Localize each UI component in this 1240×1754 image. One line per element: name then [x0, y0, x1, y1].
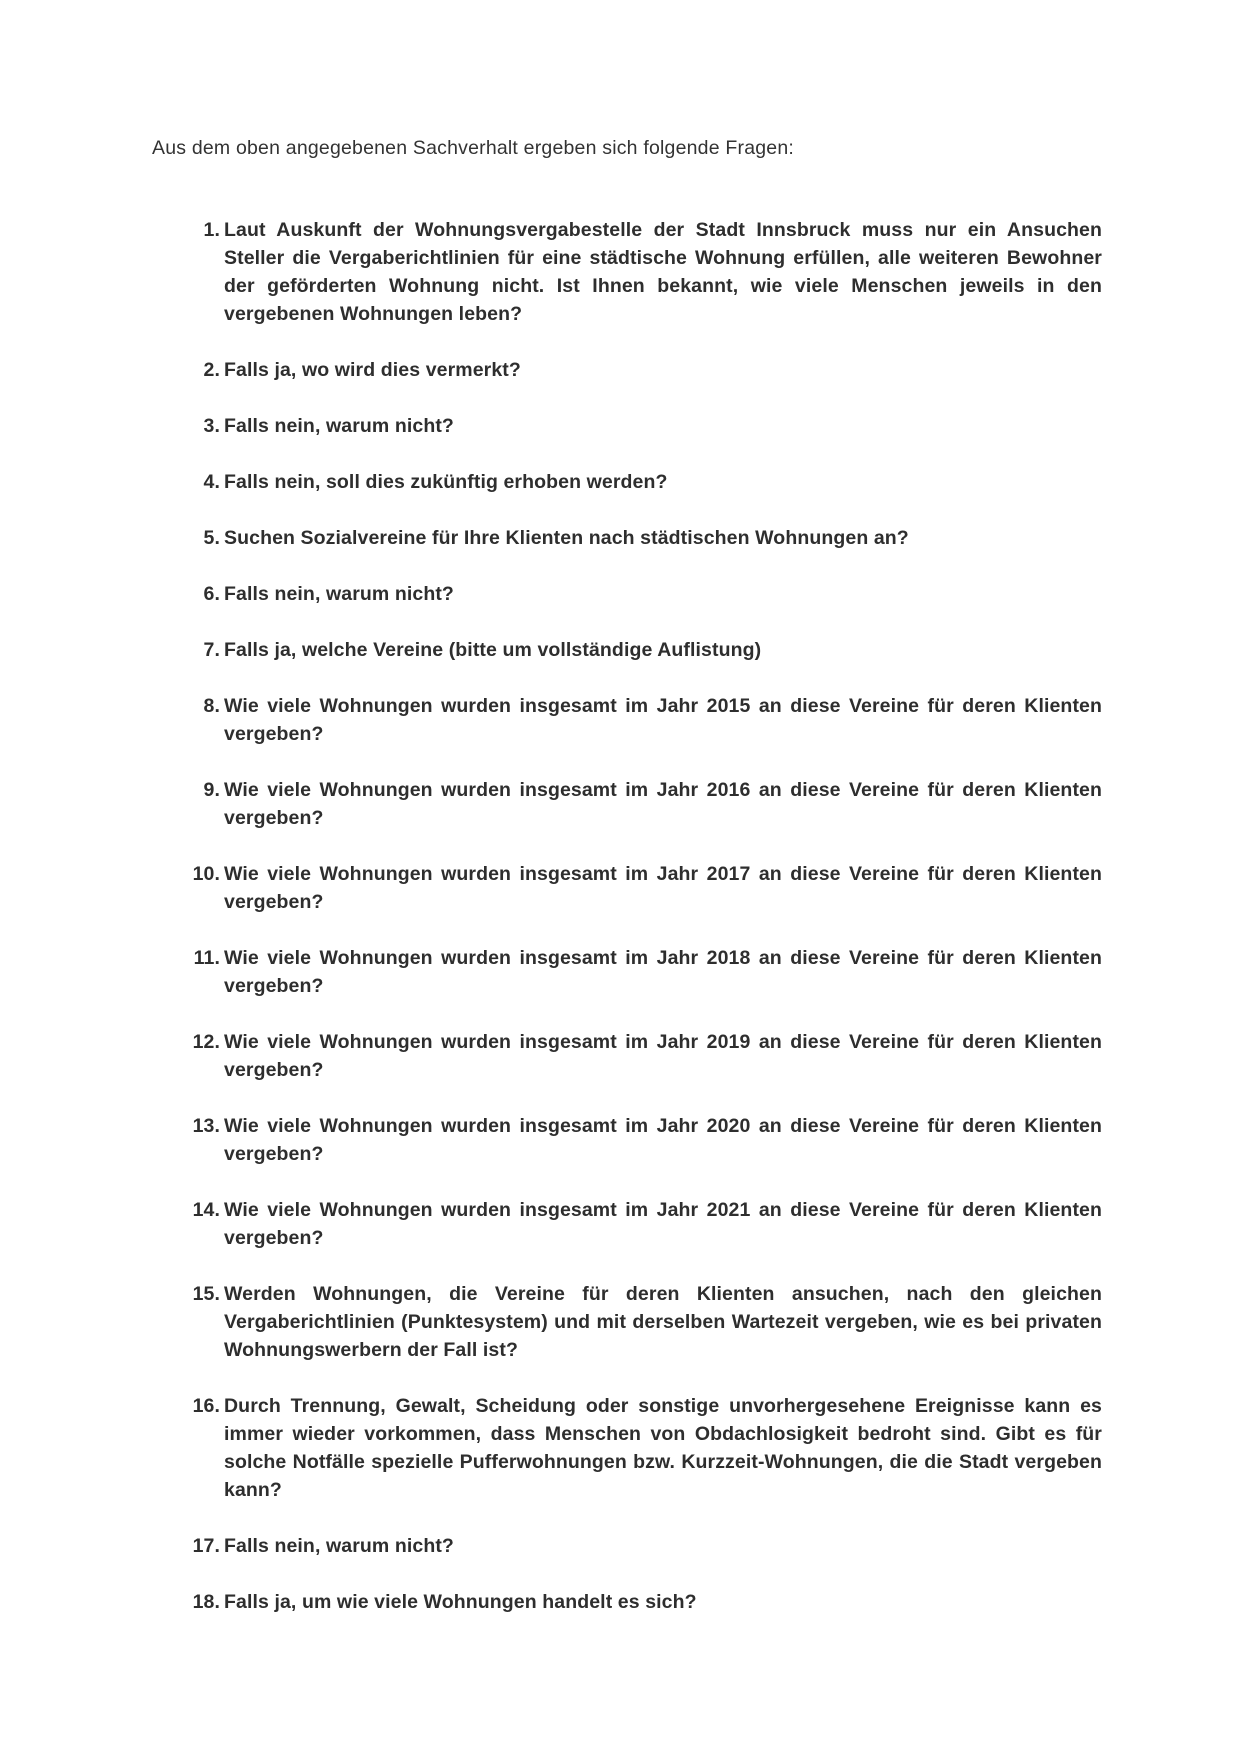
question-item	[176, 860, 1102, 916]
question-text: Werden Wohnungen, die Vereine für deren Klienten ansuchen, nach den gleichen Vergaberichtlinien (Punktesystem) und mit derselben Wartezeit vergeben, wie es bei privaten Wohnungswerbern der Fall ist?	[224, 1283, 1102, 1361]
question-number: 18.	[192, 1591, 220, 1613]
question-item	[176, 636, 1102, 664]
question-item	[176, 580, 1102, 608]
question-text: Falls nein, warum nicht?	[224, 583, 454, 605]
question-number: 13.	[192, 1115, 220, 1137]
question-item	[176, 944, 1102, 1000]
question-item	[176, 1196, 1102, 1252]
question-text: Wie viele Wohnungen wurden insgesamt im Jahr 2021 an diese Vereine für deren Klienten vergeben?	[224, 1199, 1102, 1249]
intro-text: Aus dem oben angegebenen Sachverhalt ergeben sich folgende Fragen:	[152, 137, 794, 159]
question-text: Falls ja, welche Vereine (bitte um vollständige Auflistung)	[224, 639, 762, 661]
question-number: 9.	[203, 779, 220, 801]
question-item	[176, 216, 1102, 328]
question-text: Wie viele Wohnungen wurden insgesamt im Jahr 2018 an diese Vereine für deren Klienten vergeben?	[224, 947, 1102, 997]
question-item	[176, 412, 1102, 440]
question-text: Falls nein, warum nicht?	[224, 1535, 454, 1557]
question-text: Falls ja, um wie viele Wohnungen handelt es sich?	[224, 1591, 697, 1613]
question-item	[176, 1028, 1102, 1084]
question-item	[176, 1392, 1102, 1504]
question-number: 12.	[192, 1031, 220, 1053]
question-item	[176, 1112, 1102, 1168]
question-number: 16.	[192, 1395, 220, 1417]
question-text: Laut Auskunft der Wohnungsvergabestelle der Stadt Innsbruck muss nur ein Ansuchen Steller die Vergaberichtlinien für eine städtische Wohnung erfüllen, alle weiteren Bewohner der geförderten Wohnung nicht. Ist Ihnen bekannt, wie viele Menschen jeweils in den vergebenen Wohnungen leben?	[224, 219, 1102, 325]
question-item	[176, 1588, 1102, 1616]
question-text: Wie viele Wohnungen wurden insgesamt im Jahr 2019 an diese Vereine für deren Klienten vergeben?	[224, 1031, 1102, 1081]
question-item	[176, 1280, 1102, 1364]
question-number: 1.	[203, 219, 220, 241]
question-number: 7.	[203, 639, 220, 661]
question-item	[176, 692, 1102, 748]
question-text: Wie viele Wohnungen wurden insgesamt im Jahr 2015 an diese Vereine für deren Klienten vergeben?	[224, 695, 1102, 745]
question-item	[176, 468, 1102, 496]
question-text: Wie viele Wohnungen wurden insgesamt im Jahr 2020 an diese Vereine für deren Klienten vergeben?	[224, 1115, 1102, 1165]
question-number: 15.	[192, 1283, 220, 1305]
question-number: 4.	[203, 471, 220, 493]
question-text: Falls nein, soll dies zukünftig erhoben werden?	[224, 471, 668, 493]
question-number: 6.	[203, 583, 220, 605]
question-number: 17.	[192, 1535, 220, 1557]
question-number: 2.	[203, 359, 220, 381]
question-item	[176, 356, 1102, 384]
question-number: 8.	[203, 695, 220, 717]
question-number: 10.	[192, 863, 220, 885]
question-text: Falls ja, wo wird dies vermerkt?	[224, 359, 521, 381]
question-text: Durch Trennung, Gewalt, Scheidung oder sonstige unvorhergesehene Ereignisse kann es immer wieder vorkommen, dass Menschen von Obdachlosigkeit bedroht sind. Gibt es für solche Notfälle spezielle Pufferwohnungen bzw. Kurzzeit-Wohnungen, die die Stadt vergeben kann?	[224, 1395, 1102, 1501]
question-text: Falls nein, warum nicht?	[224, 415, 454, 437]
question-number: 14.	[192, 1199, 220, 1221]
question-text: Suchen Sozialvereine für Ihre Klienten nach städtischen Wohnungen an?	[224, 527, 909, 549]
question-item	[176, 1532, 1102, 1560]
question-number: 11.	[193, 947, 220, 969]
question-item	[176, 776, 1102, 832]
question-number: 3.	[203, 415, 220, 437]
question-text: Wie viele Wohnungen wurden insgesamt im Jahr 2017 an diese Vereine für deren Klienten vergeben?	[224, 863, 1102, 913]
question-item	[176, 524, 1102, 552]
question-number: 5.	[203, 527, 220, 549]
question-text: Wie viele Wohnungen wurden insgesamt im Jahr 2016 an diese Vereine für deren Klienten vergeben?	[224, 779, 1102, 829]
